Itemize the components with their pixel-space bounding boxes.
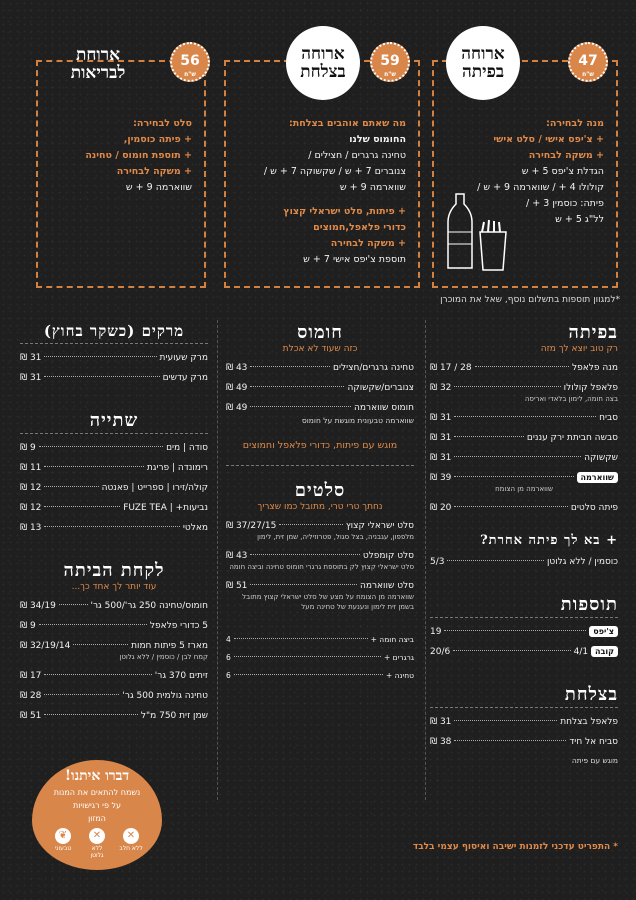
menu-item: סודה | מים 9 ₪ (20, 443, 208, 453)
menu-item: מרק עדשים 31 ₪ (20, 373, 208, 383)
menu-item: כוסמין / ללא גלוטן 5/3 (430, 557, 618, 567)
hummus-subtitle: כזה שעוד לא אכלת (282, 344, 358, 354)
column-right (430, 322, 618, 766)
dairy-free-icon: ✕ ללא חלב (119, 830, 143, 852)
combo-health (36, 45, 206, 288)
menu-item: סביח 31 ₪ (430, 413, 618, 423)
menu-item: קובה 4/1 20/6 (430, 646, 618, 658)
hummus-note: שווארמה טבעונית מוגשת על חומוס (301, 416, 414, 425)
item-note: קמח לבן / כוסמין / ללא גלוטן (119, 653, 208, 661)
menu-item: רימונדה | פריגת 11 ₪ (20, 463, 208, 473)
menu-item: סבשה חביתת ירק עננים 31 ₪ (430, 433, 618, 443)
vegan-icon: ❦ טבעוני (54, 830, 72, 852)
menu-item: מרק שעועית 31 ₪ (20, 353, 208, 363)
hummus-served: מוגש עם פיתות, כדורי פלאפל וחמוצים (242, 440, 398, 451)
addon-item: גרגרים + 6 (226, 653, 414, 662)
menu-item: סלט שווארמה 51 ₪ (226, 581, 414, 591)
allergy-bubble: דברו איתנו! נשמח להתאים את המנות על פי רגישויות המזון ✕ ללא חלב ✕ ללא גלוטן ❦ טבעוני (32, 760, 162, 870)
menu-item: 5 כדורי פלאפל 9 ₪ (20, 621, 208, 631)
addon-item: טחינה + 6 (226, 671, 414, 680)
combo-pita-title: ארוחה בפיתה (446, 26, 520, 100)
menu-item: פלאפל בצלחת 31 ₪ (430, 717, 618, 727)
plate-title: בצלחת (564, 684, 618, 705)
menu-item: חומוס שווארמה 49 ₪ (226, 403, 414, 413)
takeaway-subtitle: עוד יותר לך אחד כך... (71, 582, 157, 592)
combo-pita (432, 44, 618, 288)
menu-item: שמן זית 750 מ"ל 51 ₪ (20, 711, 208, 721)
item-note: שווארמה מן הצומח על מצע של סלט ישראלי קצוץ מתובל בשמן זית לימון ונענעת של טחינה מעל (242, 593, 414, 611)
soups-title: מרקים (כשקר בחוץ) (43, 322, 185, 340)
combo-health-body: סלט לבחירה: + פיתה כוסמין, + תוספת חומוס / טחינה + משקה לבחירה שווארמה 9 + ש (85, 118, 192, 193)
combo-health-title: ארוחת לבריאות (70, 45, 126, 83)
menu-item: סלט ישראלי קצוץ 37/27/15 ₪ (226, 521, 414, 531)
combo-plate-title: ארוחה בצלחת (286, 26, 360, 100)
combo-plate-body: מה שאתם אוהבים בצלחת: החומוס שלנו טחינה גרגרים / חצילים / צנוברים 7 + ש / שקשוקה 7 + ש / שווארמה 9 + ש + פיתות, סלט ישראלי קצוץ כדורי פלאפל,חמוצים + משקה לבחירה תוספת צ'יפס אישי 7 + ש (263, 118, 406, 265)
combo-plate (224, 44, 420, 288)
extras-note: *למגוון תוספות בתשלום נוסף, שאל את המוכרן (440, 295, 620, 305)
footer-note: * התפריט עדכני לזמנות ישיבה ואיסוף עצמי בלבד (412, 842, 618, 852)
menu-item: פלאפל קולולו 32 ₪ (430, 383, 618, 393)
combo-plate-price: 59 ש"ח (370, 42, 410, 82)
menu-item: מנה פלאפל 28 / 17 ₪ (430, 363, 618, 373)
salads-title: סלטים (294, 480, 346, 501)
pita-section-subtitle: רק טוב יוצא לך מזה (540, 344, 618, 354)
menu-item: זיתים 370 גר' 17 ₪ (20, 671, 208, 681)
column-left (20, 322, 208, 722)
combo-health-price: 56 ש"ח (170, 42, 210, 82)
column-middle (226, 322, 414, 682)
cola-bottle-icon (442, 192, 512, 272)
drinks-title: שתייה (89, 410, 139, 431)
plate-note: מוגש עם פיתה (571, 756, 618, 765)
menu-item: סלט קומפלט 43 ₪ (226, 551, 414, 561)
divider (217, 320, 218, 800)
menu-item: קולה/זירו | ספרייט | פאנטה 12 ₪ (20, 483, 208, 493)
menu-item: טחינה גולמית 500 גר' 28 ₪ (20, 691, 208, 701)
gluten-free-icon: ✕ ללא גלוטן (90, 830, 104, 859)
item-note: שווארמה מן הצומח (495, 485, 553, 493)
divider (425, 320, 426, 800)
combo-pita-price: 47 ש"ח (568, 42, 608, 82)
menu-item: מאלטי 13 ₪ (20, 523, 208, 533)
item-note: בצה חומה, לימון בלאדי ואריסה (524, 395, 618, 403)
item-note: סלט ישראלי קצוץ לק בתוספת גרגרי חומוס טחינה וביצה חומה (229, 563, 414, 571)
menu-item: צנוברים/שקשוקה 49 ₪ (226, 383, 414, 393)
salads-subtitle: נחתך טרי טרי, מתובל כמו שצריך (257, 502, 383, 512)
hummus-title: חומוס (297, 322, 343, 343)
other-pita-title: + בא לך פיתה אחרת? (480, 533, 618, 548)
combo-pita-body: מנה לבחירה: + צ'יפס אישי / סלט אישי + משקה לבחירה הגדלת צ'יפס 5 + ש קולולו 4 + / שווארמה 9 + ש / פיתה: כוסמין 3 + / לל"ג 5 + ש (477, 118, 604, 225)
item-note: מלפפון, עגבניה, בצל סגול, פטרוזיליה, שמן זית, לימון (257, 533, 414, 541)
menu-item: שקשוקה 31 ₪ (430, 453, 618, 463)
extras-title: תוספות (560, 594, 618, 615)
menu-item: חומוס/טחינה 250 גר'/500 גר' 34/19 ₪ (20, 601, 208, 611)
menu-item: שווארמה 39 ₪ (430, 472, 618, 484)
takeaway-title: לקחת הביתה (63, 560, 165, 581)
menu-item: סביח אל חיד 38 ₪ (430, 737, 618, 747)
addon-item: ביצה חומה + 4 (226, 635, 414, 644)
menu-item: מארז 5 פיתות חמות 32/19/14 ₪ (20, 641, 208, 651)
pita-section-title: בפיתה (568, 322, 618, 343)
menu-item: פיתה סלטים 20 ₪ (430, 503, 618, 513)
menu-item: טחינה גרגרים/חצילים 43 ₪ (226, 363, 414, 373)
menu-item: צ'יפס 19 (430, 626, 618, 638)
menu-item: נביעות+ | FUZE TEA 12 ₪ (20, 503, 208, 513)
